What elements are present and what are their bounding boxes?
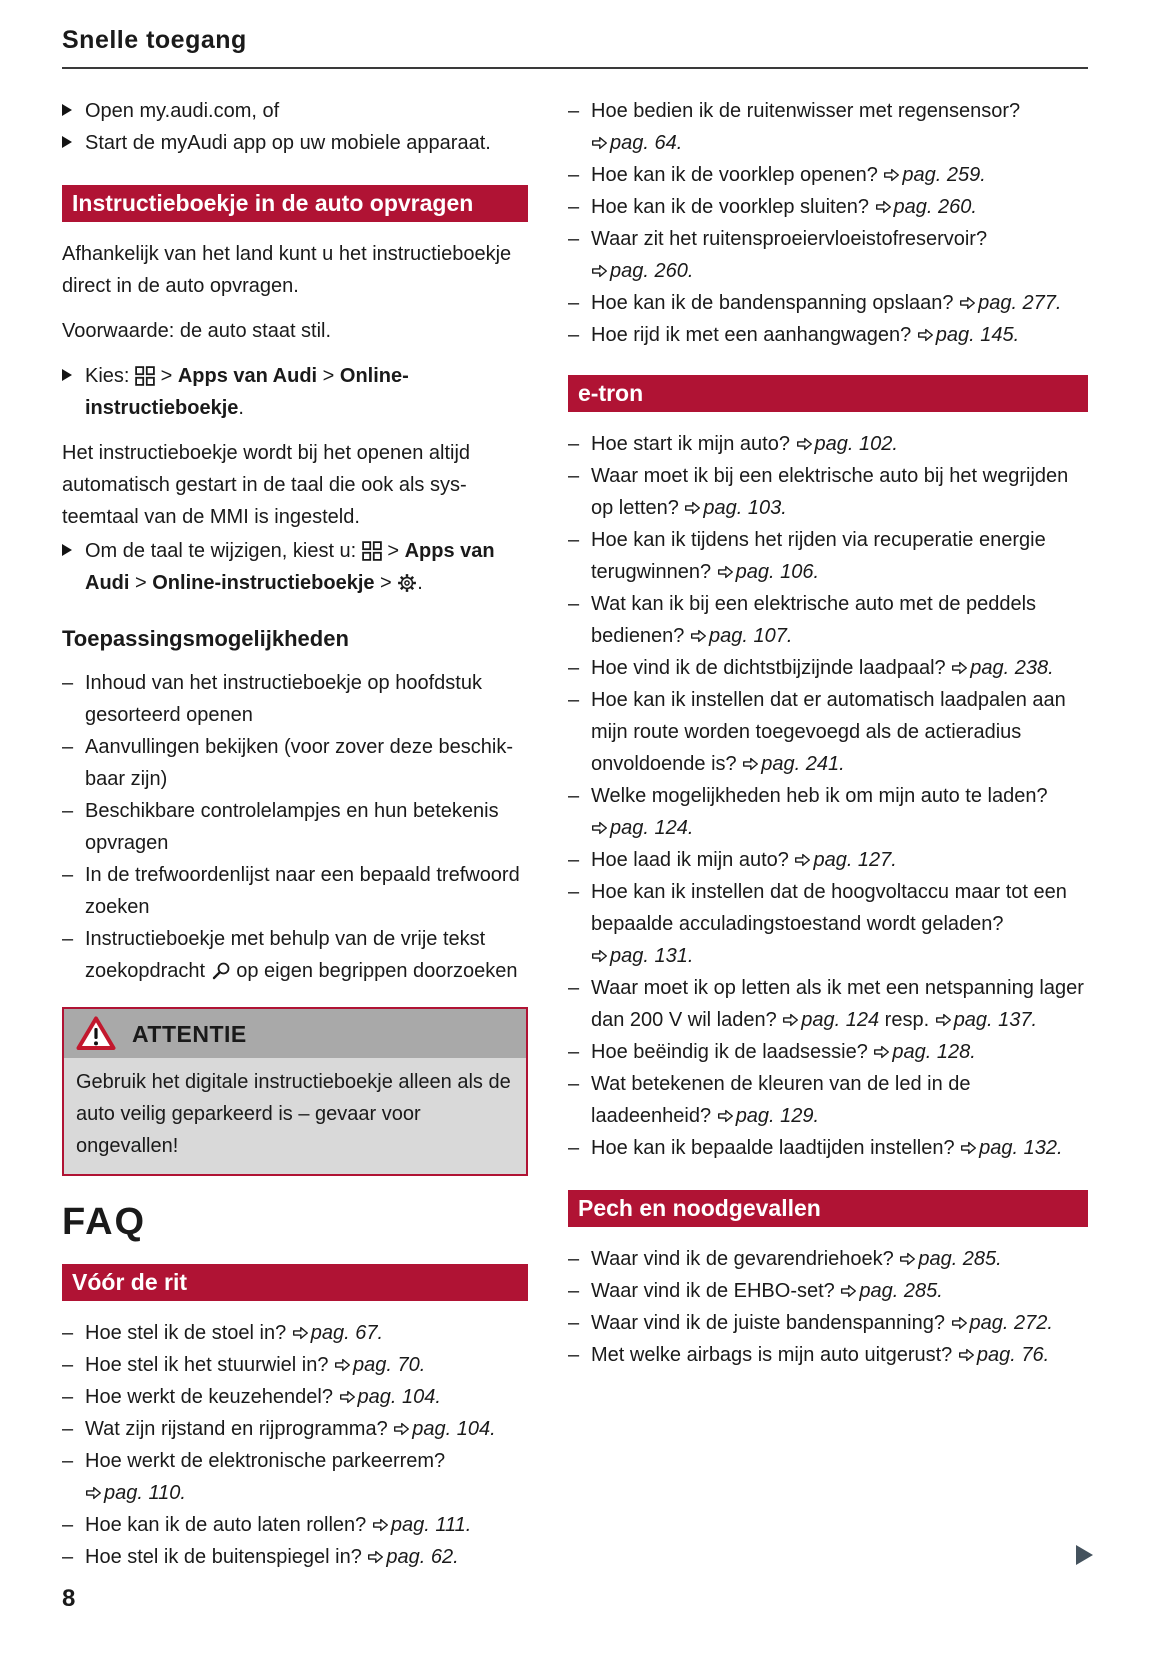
page-ref-arrow-icon [393, 1418, 412, 1440]
page-ref-text: pag. 285. [859, 1280, 943, 1302]
page-reference [840, 1280, 942, 1302]
gear-icon [397, 572, 417, 594]
page-ref-text: pag. 124 [801, 1009, 880, 1031]
page-ref-arrow-icon [591, 260, 610, 282]
page-reference [690, 625, 792, 647]
page-reference [883, 164, 985, 186]
faq-item [568, 1068, 1088, 1132]
page-ref-text: pag. 127. [813, 849, 897, 871]
text: Om de taal te wijzigen, kiest u: [85, 540, 362, 562]
faq-item [62, 1445, 528, 1509]
page-reference [958, 1344, 1049, 1366]
page-ref-arrow-icon [591, 132, 610, 154]
faq-item [62, 1349, 528, 1381]
page-ref-text: pag. 285. [918, 1248, 1002, 1270]
dash-bullet: – [568, 292, 580, 314]
page-ref-text: pag. 272. [969, 1312, 1053, 1334]
dash-bullet: – [568, 657, 580, 679]
page-reference [334, 1354, 425, 1376]
action-item [62, 360, 528, 424]
faq-item [568, 1036, 1088, 1068]
page-reference [960, 1137, 1062, 1159]
dash-bullet: – [568, 196, 580, 218]
page-title: Snelle toegang [62, 26, 247, 54]
grid-icon [135, 365, 155, 387]
page-reference [339, 1386, 441, 1408]
text: Welke mogelijkheden heb ik om mijn auto te laden? [591, 785, 1048, 807]
page-reference [873, 1041, 975, 1063]
faq-list-etron [568, 428, 1088, 1164]
page-reference [951, 657, 1053, 679]
dash-bullet: – [62, 800, 74, 822]
menu-path-label: Apps van Audi [177, 365, 318, 387]
page-ref-text: pag. 260. [610, 260, 694, 282]
page-ref-arrow-icon [883, 164, 902, 186]
paragraph-condition: Voorwaarde: de auto staat stil. [62, 320, 332, 342]
list-item [62, 923, 528, 987]
page-ref-arrow-icon [840, 1280, 859, 1302]
text: Waar vind ik de juiste bandenspanning? [591, 1312, 951, 1334]
page-ref-text: pag. 64. [610, 132, 683, 154]
faq-item [568, 191, 1088, 223]
page-reference [875, 196, 977, 218]
page-header [62, 26, 1088, 69]
page-ref-arrow-icon [367, 1546, 386, 1568]
faq-item [568, 319, 1088, 351]
dash-bullet: – [62, 1354, 74, 1376]
text: Start de myAudi app op uw mobiele apparaat. [85, 132, 491, 154]
dash-bullet: – [568, 465, 580, 487]
dash-bullet: – [568, 1280, 580, 1302]
page-ref-text: pag. 111. [390, 1514, 472, 1536]
page-reference [372, 1514, 471, 1536]
section-header-label: Vóór de rit [72, 1269, 188, 1295]
page-reference [591, 817, 693, 839]
page-ref-text: pag. 137. [953, 1009, 1038, 1031]
text: . [238, 397, 244, 419]
page-ref-arrow-icon [591, 817, 610, 839]
dash-bullet: – [568, 433, 580, 455]
action-item [62, 127, 528, 159]
dash-bullet: – [62, 1546, 74, 1568]
text: Hoe start ik mijn auto? [591, 433, 796, 455]
page-number: 8 [62, 1585, 76, 1612]
page-ref-arrow-icon [85, 1482, 104, 1504]
faq-item [568, 460, 1088, 524]
menu-path-label: Online-instructieboekje [85, 365, 409, 419]
text: Hoe werkt de elektronische parkeerrem? [85, 1450, 446, 1472]
page-ref-arrow-icon [935, 1009, 954, 1031]
faq-item [568, 95, 1088, 159]
page-reference [717, 1105, 819, 1127]
text: Hoe kan ik de auto laten rollen? [85, 1514, 372, 1536]
action-item [62, 535, 528, 599]
page-ref-arrow-icon [591, 945, 610, 967]
subsection-title: Toepassingsmogelijkheden [62, 626, 349, 651]
text: Hoe beëindig ik de laadsessie? [591, 1041, 874, 1063]
faq-item [62, 1541, 528, 1573]
text: Hoe kan ik de voorklep sluiten? [591, 196, 875, 218]
section-header-label: e-tron [578, 380, 644, 406]
page-reference [899, 1248, 1001, 1270]
warning-triangle-icon [76, 1016, 116, 1051]
triangle-bullet-icon [62, 535, 85, 567]
text: Wat zijn rijstand en rijprogramma? [85, 1418, 394, 1440]
faq-item [62, 1381, 528, 1413]
dash-bullet: – [568, 1041, 580, 1063]
page-ref-text: pag. 131. [610, 945, 694, 967]
text: Hoe stel ik het stuurwiel in? [85, 1354, 335, 1376]
page-reference [292, 1322, 383, 1344]
text: Hoe stel ik de buitenspiegel in? [85, 1546, 368, 1568]
page-ref-arrow-icon [917, 324, 936, 346]
text: Met welke airbags is mijn auto uitgerust? [591, 1344, 958, 1366]
page-ref-arrow-icon [875, 196, 894, 218]
dash-bullet: – [568, 164, 580, 186]
page-ref-arrow-icon [960, 1137, 979, 1159]
faq-item [568, 287, 1088, 319]
dash-bullet: – [568, 689, 580, 711]
dash-bullet: – [568, 1073, 580, 1095]
intro-action-list [62, 95, 528, 159]
section-header-etron [568, 375, 1088, 412]
triangle-bullet-icon [62, 95, 85, 127]
text: Instructieboekje met behulp van de vrije tekst zoekopdracht [85, 928, 486, 982]
page-ref-arrow-icon [292, 1322, 311, 1344]
text: Hoe bedien ik de ruitenwisser met regensensor? [591, 100, 1021, 122]
page-reference [935, 1009, 1037, 1031]
page-ref-arrow-icon [742, 753, 761, 775]
dash-bullet: – [568, 849, 580, 871]
page-reference [393, 1418, 495, 1440]
continuation-arrow-icon [1076, 1545, 1093, 1565]
page-ref-text: pag. 238. [970, 657, 1054, 679]
page-reference [85, 1482, 186, 1504]
list-item [62, 859, 528, 923]
section-header-pech [568, 1190, 1088, 1227]
page-ref-text: pag. 70. [353, 1354, 426, 1376]
paragraph-availability: Afhankelijk van het land kunt u het instructieboekje direct in de auto opvragen. [62, 243, 512, 297]
two-column-layout [62, 95, 1105, 1586]
kies-action-list [62, 360, 528, 424]
search-icon [211, 960, 231, 982]
faq-item [568, 223, 1088, 287]
page-ref-text: pag. 129. [735, 1105, 820, 1127]
triangle-bullet-icon [62, 127, 85, 159]
faq-item [568, 588, 1088, 652]
dash-bullet: – [568, 100, 580, 122]
text: Hoe kan ik instellen dat de hoogvoltaccu maar tot een bepaalde acculadingstoestand wordt geladen? [591, 881, 1067, 935]
dash-bullet: – [568, 529, 580, 551]
faq-item [568, 1275, 1088, 1307]
list-item [62, 795, 528, 859]
page-reference [959, 292, 1061, 314]
capabilities-list [62, 667, 528, 987]
paragraph-language: Het instructieboekje wordt bij het openen altijd automatisch gestart in de taal die ook als systeemtaal van de MMI is ingesteld. [62, 442, 471, 528]
page-ref-text: pag. 241. [761, 753, 845, 775]
page-ref-arrow-icon [339, 1386, 358, 1408]
dash-bullet: – [62, 1386, 74, 1408]
text: Open my.audi.com, of [85, 100, 280, 122]
action-item [62, 95, 528, 127]
text: Hoe rijd ik met een aanhangwagen? [591, 324, 917, 346]
section-header-instructieboekje [62, 185, 528, 222]
taal-action-list [62, 535, 528, 599]
page-ref-arrow-icon [684, 497, 703, 519]
dash-bullet: – [568, 785, 580, 807]
page-ref-arrow-icon [690, 625, 709, 647]
page-reference [591, 945, 693, 967]
page-ref-arrow-icon [794, 849, 813, 871]
faq-item [568, 684, 1088, 780]
text: > [374, 572, 398, 594]
dash-bullet: – [62, 1514, 74, 1536]
text: Inhoud van het instructieboekje op hoofdstuk gesorteerd openen [85, 672, 482, 726]
text: Hoe laad ik mijn auto? [591, 849, 795, 871]
left-column [62, 95, 528, 1586]
page-reference [917, 324, 1019, 346]
text: Hoe kan ik tijdens het rijden via recuperatie energie terugwinnen? [591, 529, 1046, 583]
text: Hoe kan ik de voorklep openen? [591, 164, 884, 186]
page-ref-text: pag. 128. [892, 1041, 976, 1063]
faq-item [568, 876, 1088, 972]
faq-item [568, 428, 1088, 460]
page-ref-text: pag. 103. [703, 497, 787, 519]
page-ref-text: pag. 132. [979, 1137, 1063, 1159]
dash-bullet: – [568, 1312, 580, 1334]
faq-item [568, 524, 1088, 588]
text: Waar moet ik op letten als ik met een netspanning lager dan 200 V wil laden? [591, 977, 1084, 1031]
text: Wat betekenen de kleuren van de led in de laadeenheid? [591, 1073, 971, 1127]
faq-item [568, 972, 1088, 1036]
dash-bullet: – [62, 736, 74, 758]
page-ref-text: pag. 67. [310, 1322, 384, 1344]
page-reference [717, 561, 819, 583]
right-column [568, 95, 1088, 1586]
text: Hoe stel ik de stoel in? [85, 1322, 292, 1344]
text: Hoe werkt de keuzehendel? [85, 1386, 339, 1408]
dash-bullet: – [568, 1137, 580, 1159]
page-ref-arrow-icon [796, 433, 815, 455]
page-ref-text: pag. 76. [976, 1344, 1050, 1366]
text: Wat kan ik bij een elektrische auto met de peddels bedienen? [591, 593, 1037, 647]
page-ref-arrow-icon [951, 657, 970, 679]
text: Waar moet ik bij een elektrische auto bij het wegrijden op letten? [591, 465, 1069, 519]
page-ref-arrow-icon [959, 292, 978, 314]
page-ref-text: pag. 277. [978, 292, 1062, 314]
dash-bullet: – [568, 1248, 580, 1270]
dash-bullet: – [568, 593, 580, 615]
page-ref-text: pag. 124. [610, 817, 694, 839]
page-ref-arrow-icon [958, 1344, 977, 1366]
page-ref-text: pag. 106. [735, 561, 820, 583]
faq-item [568, 844, 1088, 876]
warning-box [62, 1007, 528, 1176]
page-ref-text: pag. 260. [893, 196, 977, 218]
text: Hoe kan ik instellen dat er automatisch laadpalen aan mijn route worden toegevoegd als de actieradius onvoldoende is? [591, 689, 1066, 775]
text: Hoe kan ik bepaalde laadtijden instellen? [591, 1137, 961, 1159]
warning-title: ATTENTIE [132, 1020, 247, 1047]
page-reference [794, 849, 896, 871]
page-ref-arrow-icon [873, 1041, 892, 1063]
page-ref-text: pag. 102. [814, 433, 898, 455]
menu-path-label: Apps van Audi [85, 540, 495, 594]
triangle-bullet-icon [62, 360, 85, 392]
page-ref-arrow-icon [717, 561, 736, 583]
section-header-label: Instructieboekje in de auto opvragen [72, 190, 474, 216]
text: Hoe kan ik de bandenspanning opslaan? [591, 292, 960, 314]
faq-item [568, 1132, 1088, 1164]
text: resp. [879, 1009, 935, 1031]
page-ref-text: pag. 110. [104, 1482, 186, 1504]
faq-item [62, 1413, 528, 1445]
faq-item [568, 652, 1088, 684]
text: Waar vind ik de gevarendriehoek? [591, 1248, 900, 1270]
faq-item [568, 1307, 1088, 1339]
page-ref-arrow-icon [334, 1354, 353, 1376]
dash-bullet: – [568, 324, 580, 346]
faq-item [62, 1509, 528, 1541]
text: > [155, 365, 178, 387]
page-reference [367, 1546, 458, 1568]
page-ref-arrow-icon [951, 1312, 970, 1334]
dash-bullet: – [62, 1450, 74, 1472]
menu-path-label: Online-instructieboekje [152, 572, 375, 594]
faq-list-voor-de-rit [62, 1317, 528, 1573]
dash-bullet: – [568, 1344, 580, 1366]
faq-list-voor-de-rit-continued [568, 95, 1088, 351]
page-ref-arrow-icon [717, 1105, 736, 1127]
text: > [317, 365, 340, 387]
page-ref-text: pag. 104. [412, 1418, 496, 1440]
page-ref-text: pag. 104. [357, 1386, 441, 1408]
page-reference [591, 260, 693, 282]
page-ref-text: pag. 62. [386, 1546, 459, 1568]
section-header-label: Pech en noodgevallen [578, 1195, 821, 1221]
page-ref-arrow-icon [782, 1009, 801, 1031]
page-reference [684, 497, 786, 519]
faq-item [568, 159, 1088, 191]
page-reference [782, 1009, 879, 1031]
dash-bullet: – [62, 864, 74, 886]
list-item [62, 667, 528, 731]
grid-icon [362, 540, 382, 562]
faq-item [568, 780, 1088, 844]
page-ref-text: pag. 259. [902, 164, 986, 186]
section-header-voor-de-rit [62, 1264, 528, 1301]
faq-heading: FAQ [62, 1201, 147, 1243]
text: > [129, 572, 153, 594]
dash-bullet: – [568, 977, 580, 999]
text: > [381, 540, 405, 562]
page-ref-arrow-icon [372, 1514, 391, 1536]
faq-item [62, 1317, 528, 1349]
faq-list-pech [568, 1243, 1088, 1371]
text: . [417, 572, 423, 594]
warning-text: Gebruik het digitale instructieboekje alleen als de auto veilig geparkeerd is – gevaar voor ongevallen! [64, 1058, 526, 1174]
text: Aanvullingen bekijken (voor zover deze beschikbaar zijn) [85, 736, 514, 790]
page-reference [591, 132, 682, 154]
text: Waar zit het ruitensproeiervloeistofreservoir? [591, 228, 988, 250]
text: Hoe vind ik de dichtstbijzijnde laadpaal? [591, 657, 952, 679]
dash-bullet: – [62, 928, 74, 950]
dash-bullet: – [568, 228, 580, 250]
page-reference [951, 1312, 1053, 1334]
dash-bullet: – [62, 1418, 74, 1440]
page-ref-arrow-icon [899, 1248, 918, 1270]
page-reference [796, 433, 898, 455]
dash-bullet: – [62, 1322, 74, 1344]
dash-bullet: – [568, 881, 580, 903]
list-item [62, 731, 528, 795]
page-ref-text: pag. 145. [935, 324, 1020, 346]
text: Kies: [85, 365, 136, 387]
faq-item [568, 1243, 1088, 1275]
page-ref-text: pag. 107. [708, 625, 793, 647]
page-reference [742, 753, 844, 775]
dash-bullet: – [62, 672, 74, 694]
text: In de trefwoordenlijst naar een bepaald trefwoord zoeken [85, 864, 520, 918]
text: Waar vind ik de EHBO-set? [591, 1280, 841, 1302]
faq-item [568, 1339, 1088, 1371]
text: Beschikbare controlelampjes en hun betekenis opvragen [85, 800, 499, 854]
warning-header [64, 1009, 526, 1058]
text: op eigen begrippen doorzoeken [230, 960, 518, 982]
